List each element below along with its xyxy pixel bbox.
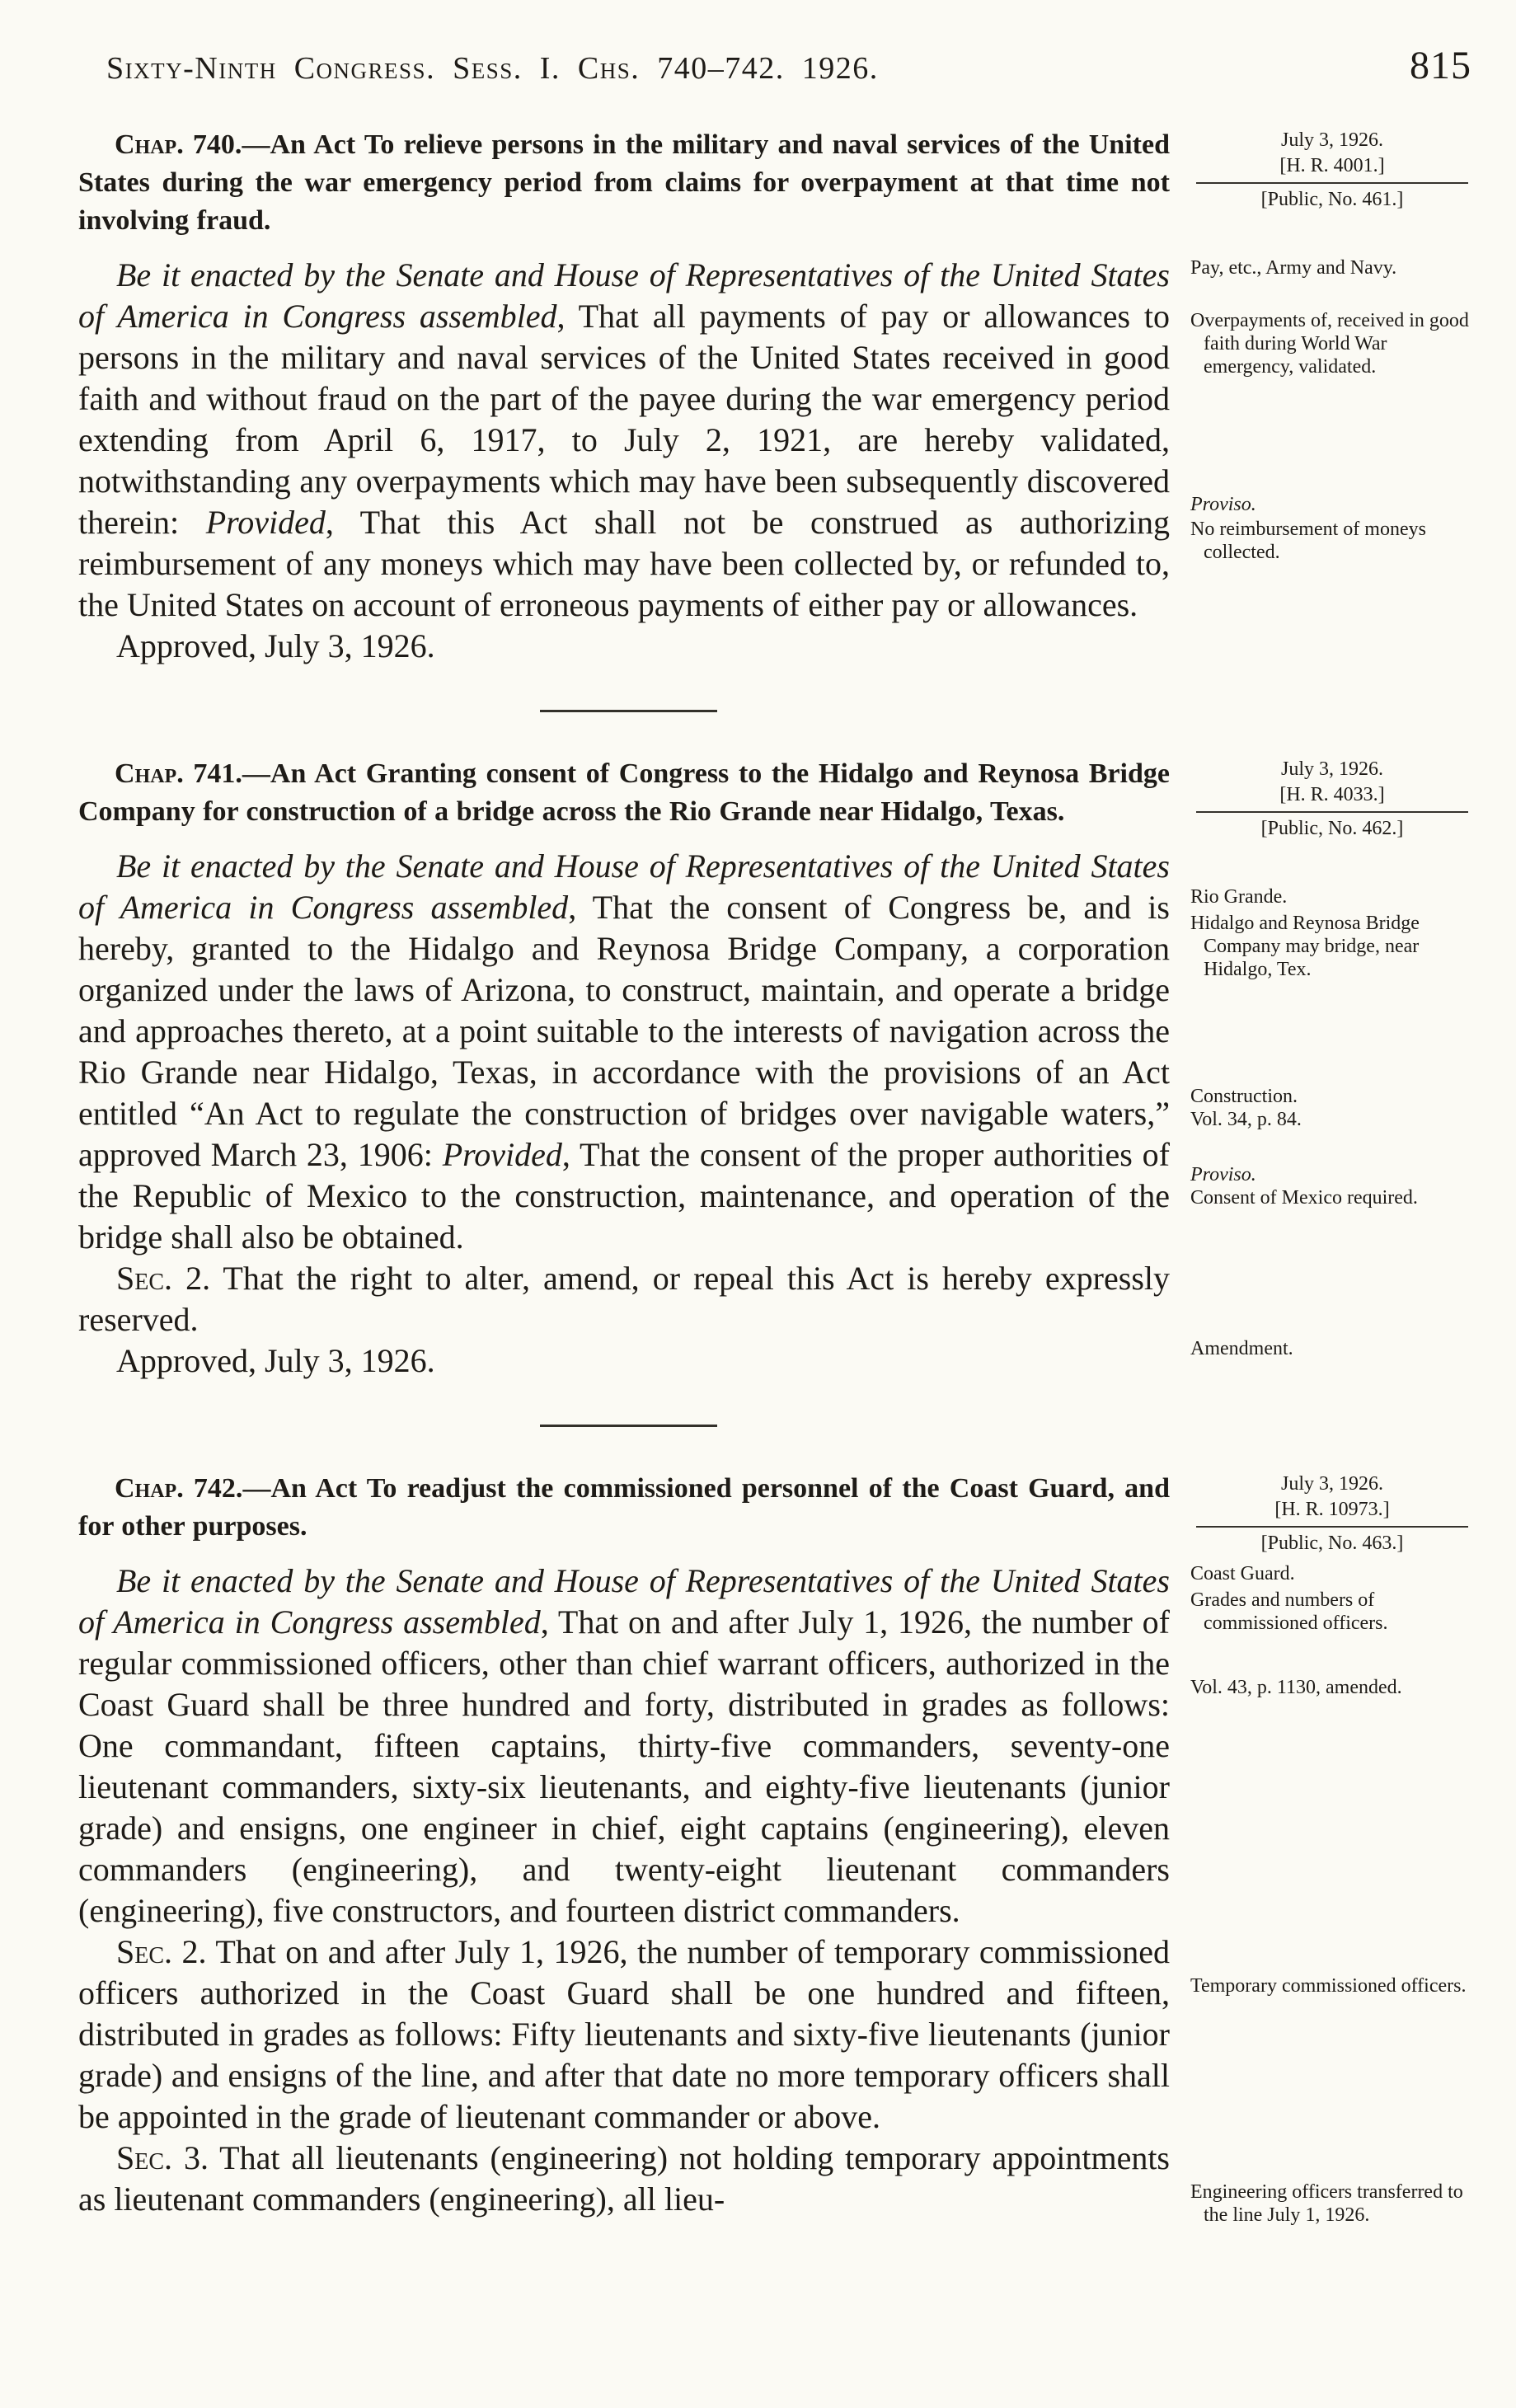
margin-note-no-reimbursement: No reimbursement of moneys collected.	[1190, 519, 1426, 563]
chapter-741-heading: Chap. 741.—An Act Granting consent of Congress to the Hidalgo and Reynosa Bridge Company for construction of a bridge across the Rio Grande near Hidalgo, Texas.	[78, 758, 1170, 827]
margin-note-proviso: Proviso.	[1190, 1164, 1256, 1185]
chapter-740	[78, 126, 1483, 667]
section-divider-rule	[540, 1425, 717, 1427]
margin-note-vol-43: Vol. 43, p. 1130, amended.	[1190, 1677, 1402, 1698]
chapter-742-heading: Chap. 742.—An Act To readjust the commissioned personnel of the Coast Guard, and for other purposes.	[78, 1473, 1170, 1542]
margin-note-grades-numbers: Grades and numbers of commissioned officers.	[1190, 1589, 1388, 1634]
running-title: Sixty-Ninth Congress. Sess. I. Chs. 740–742. 1926.	[106, 51, 879, 86]
sidehead-date: July 3, 1926.	[1280, 129, 1383, 151]
chapter-741-section-2: Sec. 2. That the right to alter, amend, or repeal this Act is hereby expressly reserved.	[78, 1260, 1170, 1338]
sidehead-public-law: [Public, No. 462.]	[1260, 818, 1404, 839]
margin-note-amendment: Amendment.	[1190, 1338, 1293, 1359]
margin-note-proviso: Proviso.	[1190, 494, 1256, 515]
chapter-741-main-column	[78, 755, 1170, 1382]
sidehead-public-law: [Public, No. 463.]	[1260, 1533, 1404, 1554]
chapter-740-enacting-paragraph: Be it enacted by the Senate and House of Representatives of the United States of America in Congress assembled, That all payments of pay or allowances to persons in the military and naval services of the United States received in good faith and without fraud on the part of the payee during the war emergency period extending from April 6, 1917, to July 2, 1921, are hereby validated, notwithstanding any overpayments which may have been subsequently discovered therein: Provided, That this Act shall not be construed as authorizing reimbursement of any moneys which may have been collected by, or refunded to, the United States on account of erroneous payments of either pay or allowances.	[78, 256, 1171, 623]
page-number: 815	[1410, 44, 1471, 87]
chapter-742-main-column	[78, 1470, 1170, 2220]
chapter-742-enacting-paragraph: Be it enacted by the Senate and House of Representatives of the United States of America in Congress assembled, That on and after July 1, 1926, the number of regular commissioned officers, other than chief warrant officers, authorized in the Coast Guard shall be three hundred and forty, distributed in grades as follows: One commandant, fifteen captains, thirty-five commanders, seventy-one lieutenant commanders, sixty-six lieutenants, and eighty-five lieutenants (junior grade) and ensigns, one engineer in chief, eight captains (engineering), eleven commanders (engineering), and twenty-eight lieutenant commanders (engineering), five constructors, and fourteen district commanders.	[78, 1562, 1170, 1929]
chapter-740-sidehead	[1196, 128, 1468, 213]
margin-note-consent-mexico: Consent of Mexico required.	[1190, 1187, 1418, 1209]
sidehead-bill-number: [H. R. 4033.]	[1196, 782, 1468, 813]
margin-note-temporary-officers: Temporary commissioned officers.	[1190, 1975, 1467, 1997]
chapter-741-sidehead	[1196, 757, 1468, 842]
chapter-742	[78, 1470, 1483, 2226]
chapter-742-sidehead	[1196, 1472, 1468, 1556]
chapter-742-section-2: Sec. 2. That on and after July 1, 1926, the number of temporary commissioned officers authorized in the Coast Guard shall be one hundred and fifteen, distributed in grades as follows: Fifty lieutenants and sixty-five lieutenants (junior grade) and ensigns of the line, and after that date no more temporary officers shall be appointed in the grade of lieutenant commander or above.	[78, 1933, 1170, 2135]
margin-note-rio-grande: Rio Grande.	[1190, 886, 1288, 908]
margin-note-bridge-company: Hidalgo and Reynosa Bridge Company may bridge, near Hidalgo, Tex.	[1190, 913, 1420, 980]
sidehead-bill-number: [H. R. 10973.]	[1196, 1497, 1468, 1528]
sidehead-date: July 3, 1926.	[1280, 758, 1383, 780]
chapter-741	[78, 755, 1483, 1382]
sidehead-public-law: [Public, No. 461.]	[1260, 189, 1404, 210]
chapter-742-section-3: Sec. 3. That all lieutenants (engineering) not holding temporary appointments as lieutenant commanders (engineering), all lieu-	[78, 2139, 1170, 2218]
margin-note-coast-guard: Coast Guard.	[1190, 1563, 1295, 1584]
sidehead-date: July 3, 1926.	[1280, 1473, 1383, 1495]
margin-note-pay-army-navy: Pay, etc., Army and Navy.	[1190, 257, 1397, 279]
chapter-740-heading: Chap. 740.—An Act To relieve persons in the military and naval services of the United States during the war emergency period from claims for overpayment at that time not involving fraud.	[78, 129, 1170, 236]
sidehead-bill-number: [H. R. 4001.]	[1196, 153, 1468, 184]
margin-note-engineering-officers: Engineering officers transferred to the line July 1, 1926.	[1190, 2181, 1463, 2226]
section-divider-rule	[540, 710, 717, 712]
page-header	[78, 43, 1483, 88]
chapter-741-approved-line: Approved, July 3, 1926.	[116, 1342, 435, 1379]
margin-note-overpayments-validated: Overpayments of, received in good faith during World War emergency, validated.	[1190, 310, 1469, 378]
margin-note-vol-34: Vol. 34, p. 84.	[1190, 1109, 1302, 1130]
margin-note-construction: Construction.	[1190, 1086, 1298, 1107]
chapter-740-main-column	[78, 126, 1170, 667]
chapter-741-enacting-paragraph: Be it enacted by the Senate and House of Representatives of the United States of America in Congress assembled, That the consent of Congress be, and is hereby, granted to the Hidalgo and Reynosa Bridge Company, a corporation organized under the laws of Arizona, to construct, maintain, and operate a bridge and approaches thereto, at a point suitable to the interests of navigation across the Rio Grande near Hidalgo, Texas, in accordance with the provisions of an Act entitled “An Act to regulate the construction of bridges over navigable waters,” approved March 23, 1906: Provided, That the consent of the proper authorities of the Republic of Mexico to the construction, maintenance, and operation of the bridge shall also be obtained.	[78, 847, 1170, 1256]
chapter-740-approved-line: Approved, July 3, 1926.	[116, 627, 435, 664]
